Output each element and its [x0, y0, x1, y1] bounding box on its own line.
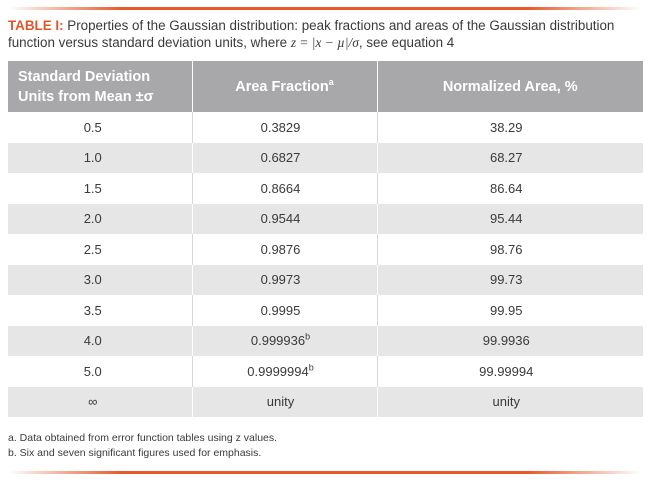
- cell-area-fraction: [192, 326, 377, 357]
- cell-area-fraction: [192, 265, 377, 296]
- cell-normalized-area: 98.76: [377, 234, 643, 265]
- cell-standard-deviation: 4.0: [8, 326, 192, 357]
- cell-area-fraction-value: 0.9876: [260, 241, 301, 257]
- cell-area-fraction-footnote: b: [305, 331, 311, 342]
- cell-area-fraction-value: 0.9999994: [247, 363, 309, 379]
- cell-area-fraction-value: 0.8664: [260, 180, 301, 196]
- gaussian-properties-table: [8, 61, 643, 417]
- cell-area-fraction: [192, 173, 377, 204]
- cell-area-fraction-value: unity: [266, 394, 295, 410]
- cell-standard-deviation: 2.0: [8, 204, 192, 235]
- cell-normalized-area: unity: [377, 387, 643, 418]
- caption-formula: z = |x − µ|/σ: [290, 35, 359, 50]
- cell-standard-deviation: 5.0: [8, 356, 192, 387]
- header-area-fraction-label: Area Fraction: [235, 78, 329, 95]
- cell-area-fraction-value: 0.9973: [260, 272, 301, 288]
- table-label: TABLE I:: [8, 18, 64, 33]
- caption-text-2: , see equation 4: [358, 35, 455, 50]
- cell-normalized-area: 99.73: [377, 265, 643, 296]
- cell-standard-deviation: 3.0: [8, 265, 192, 296]
- cell-area-fraction-value: 0.9544: [260, 211, 301, 227]
- table-body: [8, 112, 643, 417]
- cell-standard-deviation: 2.5: [8, 234, 192, 265]
- table-row: [8, 173, 643, 204]
- header-sd-line2: Units from Mean ±σ: [18, 88, 154, 105]
- cell-area-fraction: [192, 387, 377, 418]
- header-standard-deviation: [8, 61, 192, 112]
- header-sd-line1: Standard Deviation: [18, 68, 151, 85]
- cell-area-fraction: [192, 295, 377, 326]
- table-row: [8, 265, 643, 296]
- cell-normalized-area: 68.27: [377, 143, 643, 174]
- cell-area-fraction-value: 0.3829: [260, 119, 301, 135]
- table-row: [8, 387, 643, 418]
- cell-area-fraction-value: 0.9995: [260, 302, 301, 318]
- cell-area-fraction-value: 0.999936: [250, 333, 306, 349]
- cell-normalized-area: 86.64: [377, 173, 643, 204]
- cell-normalized-area: 99.9936: [377, 326, 643, 357]
- table-row: [8, 234, 643, 265]
- header-area-fraction-footnote: a: [328, 76, 334, 87]
- cell-area-fraction: [192, 204, 377, 235]
- cell-normalized-area: 95.44: [377, 204, 643, 235]
- cell-area-fraction: [192, 234, 377, 265]
- table-row: [8, 356, 643, 387]
- top-decorative-rule: [8, 7, 641, 10]
- cell-standard-deviation: 1.5: [8, 173, 192, 204]
- bottom-decorative-rule: [8, 471, 641, 474]
- cell-area-fraction-value: 0.6827: [260, 150, 301, 166]
- cell-area-fraction-footnote: b: [308, 362, 314, 373]
- table-row: [8, 112, 643, 143]
- cell-normalized-area: 99.99994: [377, 356, 643, 387]
- header-area-fraction: [192, 61, 377, 112]
- table-row: [8, 295, 643, 326]
- table-row: [8, 326, 643, 357]
- cell-standard-deviation: 0.5: [8, 112, 192, 143]
- table-caption: [8, 17, 644, 51]
- cell-normalized-area: 99.95: [377, 295, 643, 326]
- footnote-b: b. Six and seven significant figures used for emphasis.: [8, 447, 262, 459]
- cell-standard-deviation: 3.5: [8, 295, 192, 326]
- cell-area-fraction: [192, 356, 377, 387]
- caption-text-1: Properties of the Gaussian distribution: peak fractions and areas of the Gaussian distribution function versus standard deviation units, where: [8, 18, 615, 50]
- table-row: [8, 204, 643, 235]
- footnotes: [8, 431, 277, 461]
- table-header-row: [8, 61, 643, 112]
- footnote-a: a. Data obtained from error function tables using z values.: [8, 432, 278, 444]
- cell-area-fraction: [192, 143, 377, 174]
- cell-normalized-area: 38.29: [377, 112, 643, 143]
- header-normalized-area: Normalized Area, %: [377, 61, 643, 112]
- cell-standard-deviation: 1.0: [8, 143, 192, 174]
- cell-area-fraction: [192, 112, 377, 143]
- cell-standard-deviation: ∞: [8, 387, 192, 418]
- table-row: [8, 143, 643, 174]
